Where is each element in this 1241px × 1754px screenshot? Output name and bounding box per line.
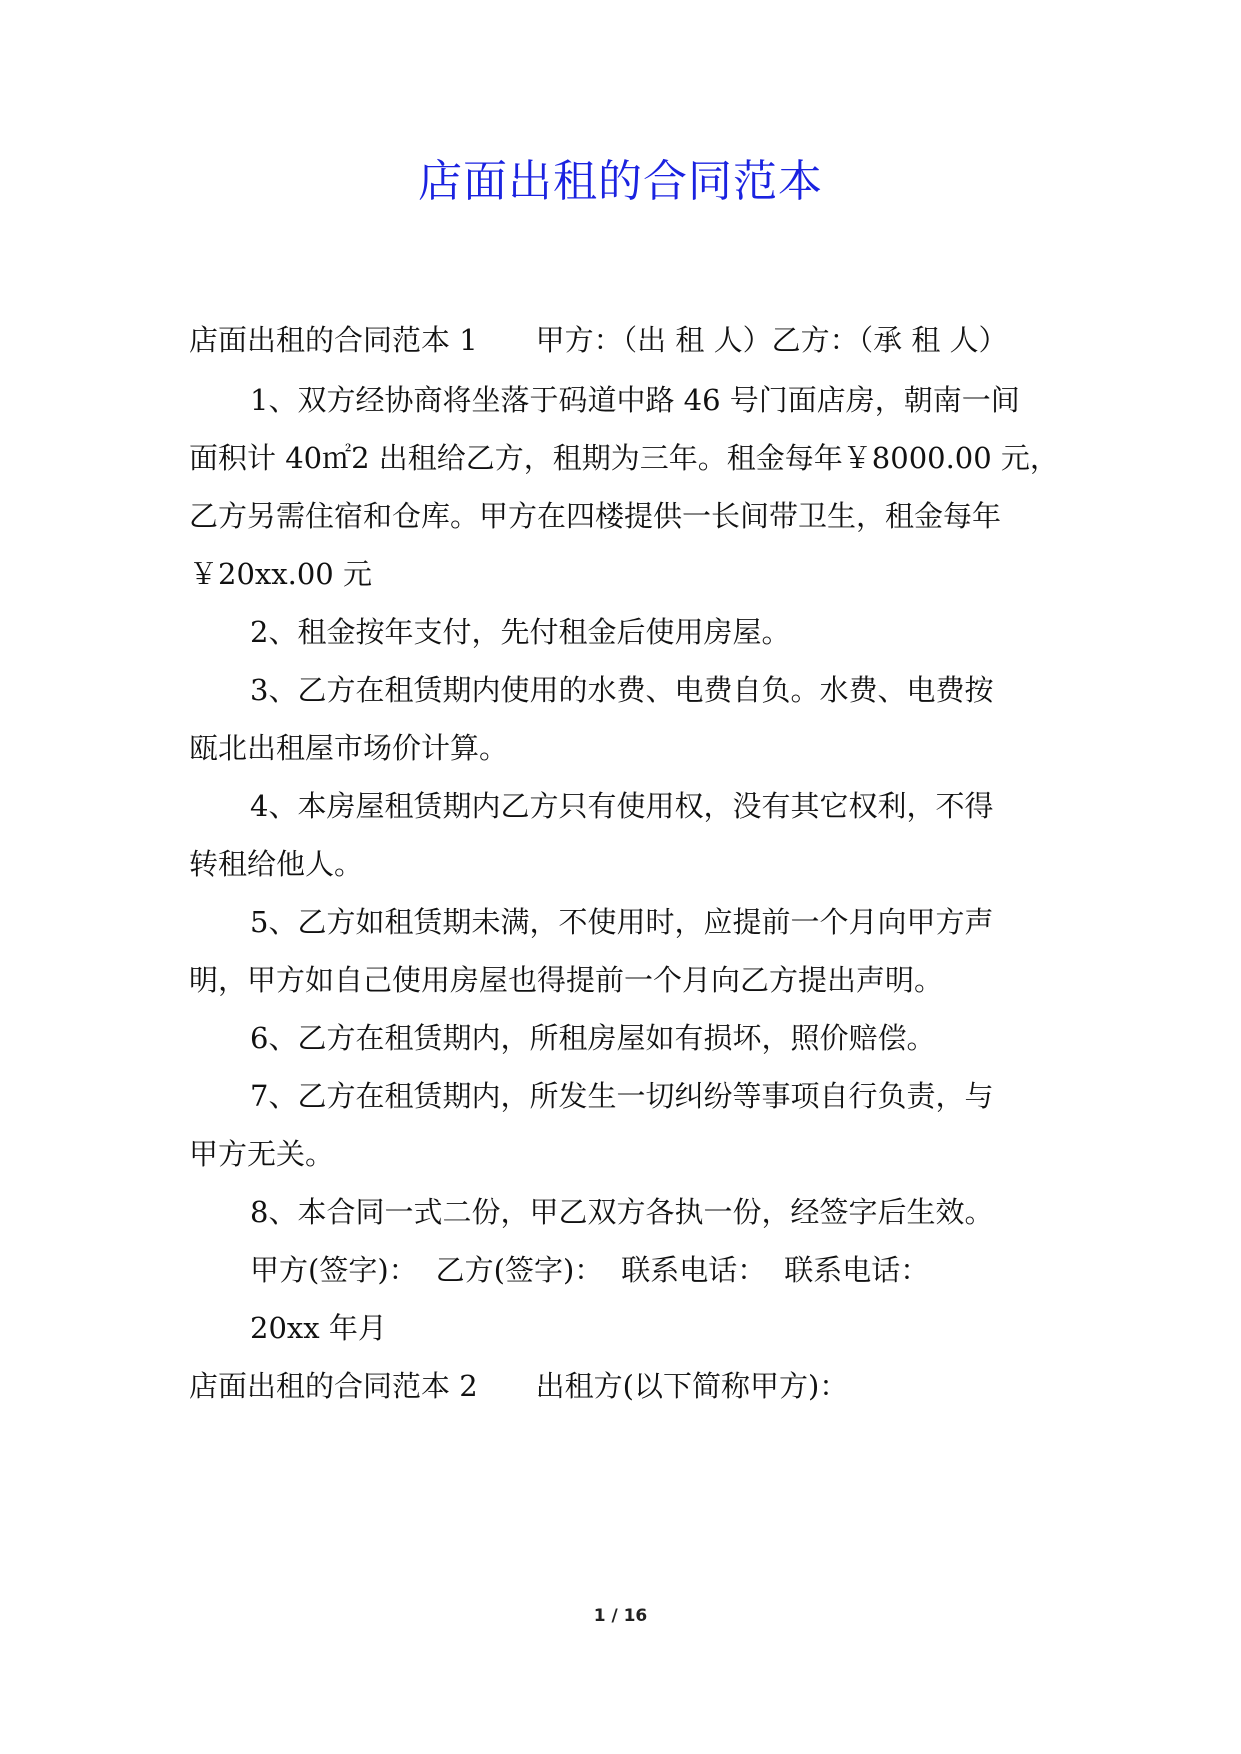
clause-1-line-1: 1、双方经协商将坐落于码道中路 46 号门面店房，朝南一间 bbox=[250, 383, 1020, 417]
clause-7-line-2: 甲方无关。 bbox=[189, 1137, 335, 1171]
signature-line bbox=[250, 1250, 929, 1290]
clause-4-line-2: 转租给他人。 bbox=[189, 847, 364, 881]
clause-6-line-1: 6、乙方在租赁期内，所租房屋如有损坏，照价赔偿。 bbox=[250, 1021, 936, 1055]
contract-date: 20xx 年月 bbox=[250, 1311, 387, 1345]
section-1-parties: 甲方：（出 租 人）乙方：（承 租 人） bbox=[535, 323, 1008, 357]
clause-8-line-1: 8、本合同一式二份，甲乙双方各执一份，经签字后生效。 bbox=[250, 1195, 994, 1229]
party-a-phone: 联系电话： bbox=[621, 1253, 767, 1287]
clause-1-line-4: ￥20xx.00 元 bbox=[189, 557, 372, 591]
section-2-heading: 店面出租的合同范本 2 bbox=[189, 1369, 478, 1403]
clause-5-line-2: 明，甲方如自己使用房屋也得提前一个月向乙方提出声明。 bbox=[189, 963, 944, 997]
clause-5-line-1: 5、乙方如租赁期未满，不使用时，应提前一个月向甲方声 bbox=[250, 905, 994, 939]
party-b-phone: 联系电话： bbox=[784, 1253, 930, 1287]
clause-3-line-2: 瓯北出租屋市场价计算。 bbox=[189, 731, 509, 765]
clause-3-line-1: 3、乙方在租赁期内使用的水费、电费自负。水费、电费按 bbox=[250, 673, 994, 707]
clause-1-line-2: 面积计 40㎡2 出租给乙方，租期为三年。租金每年￥8000.00 元， bbox=[189, 441, 1059, 475]
clause-2-line-1: 2、租金按年支付，先付租金后使用房屋。 bbox=[250, 615, 791, 649]
clause-4-line-1: 4、本房屋租赁期内乙方只有使用权，没有其它权利，不得 bbox=[250, 789, 994, 823]
clause-1-line-3: 乙方另需住宿和仓库。甲方在四楼提供一长间带卫生，租金每年 bbox=[189, 499, 1002, 533]
section-2-heading-line bbox=[189, 1366, 848, 1406]
party-a-signature: 甲方(签字)： bbox=[250, 1253, 418, 1287]
page-number: 1 / 16 bbox=[593, 1606, 648, 1626]
party-b-signature: 乙方(签字)： bbox=[435, 1253, 604, 1287]
section-1-heading-line bbox=[189, 320, 1008, 360]
section-2-lessor: 出租方(以下简称甲方)： bbox=[535, 1369, 849, 1403]
document-title: 店面出租的合同范本 bbox=[418, 156, 823, 207]
section-1-heading: 店面出租的合同范本 1 bbox=[189, 323, 478, 357]
clause-7-line-1: 7、乙方在租赁期内，所发生一切纠纷等事项自行负责，与 bbox=[250, 1079, 994, 1113]
